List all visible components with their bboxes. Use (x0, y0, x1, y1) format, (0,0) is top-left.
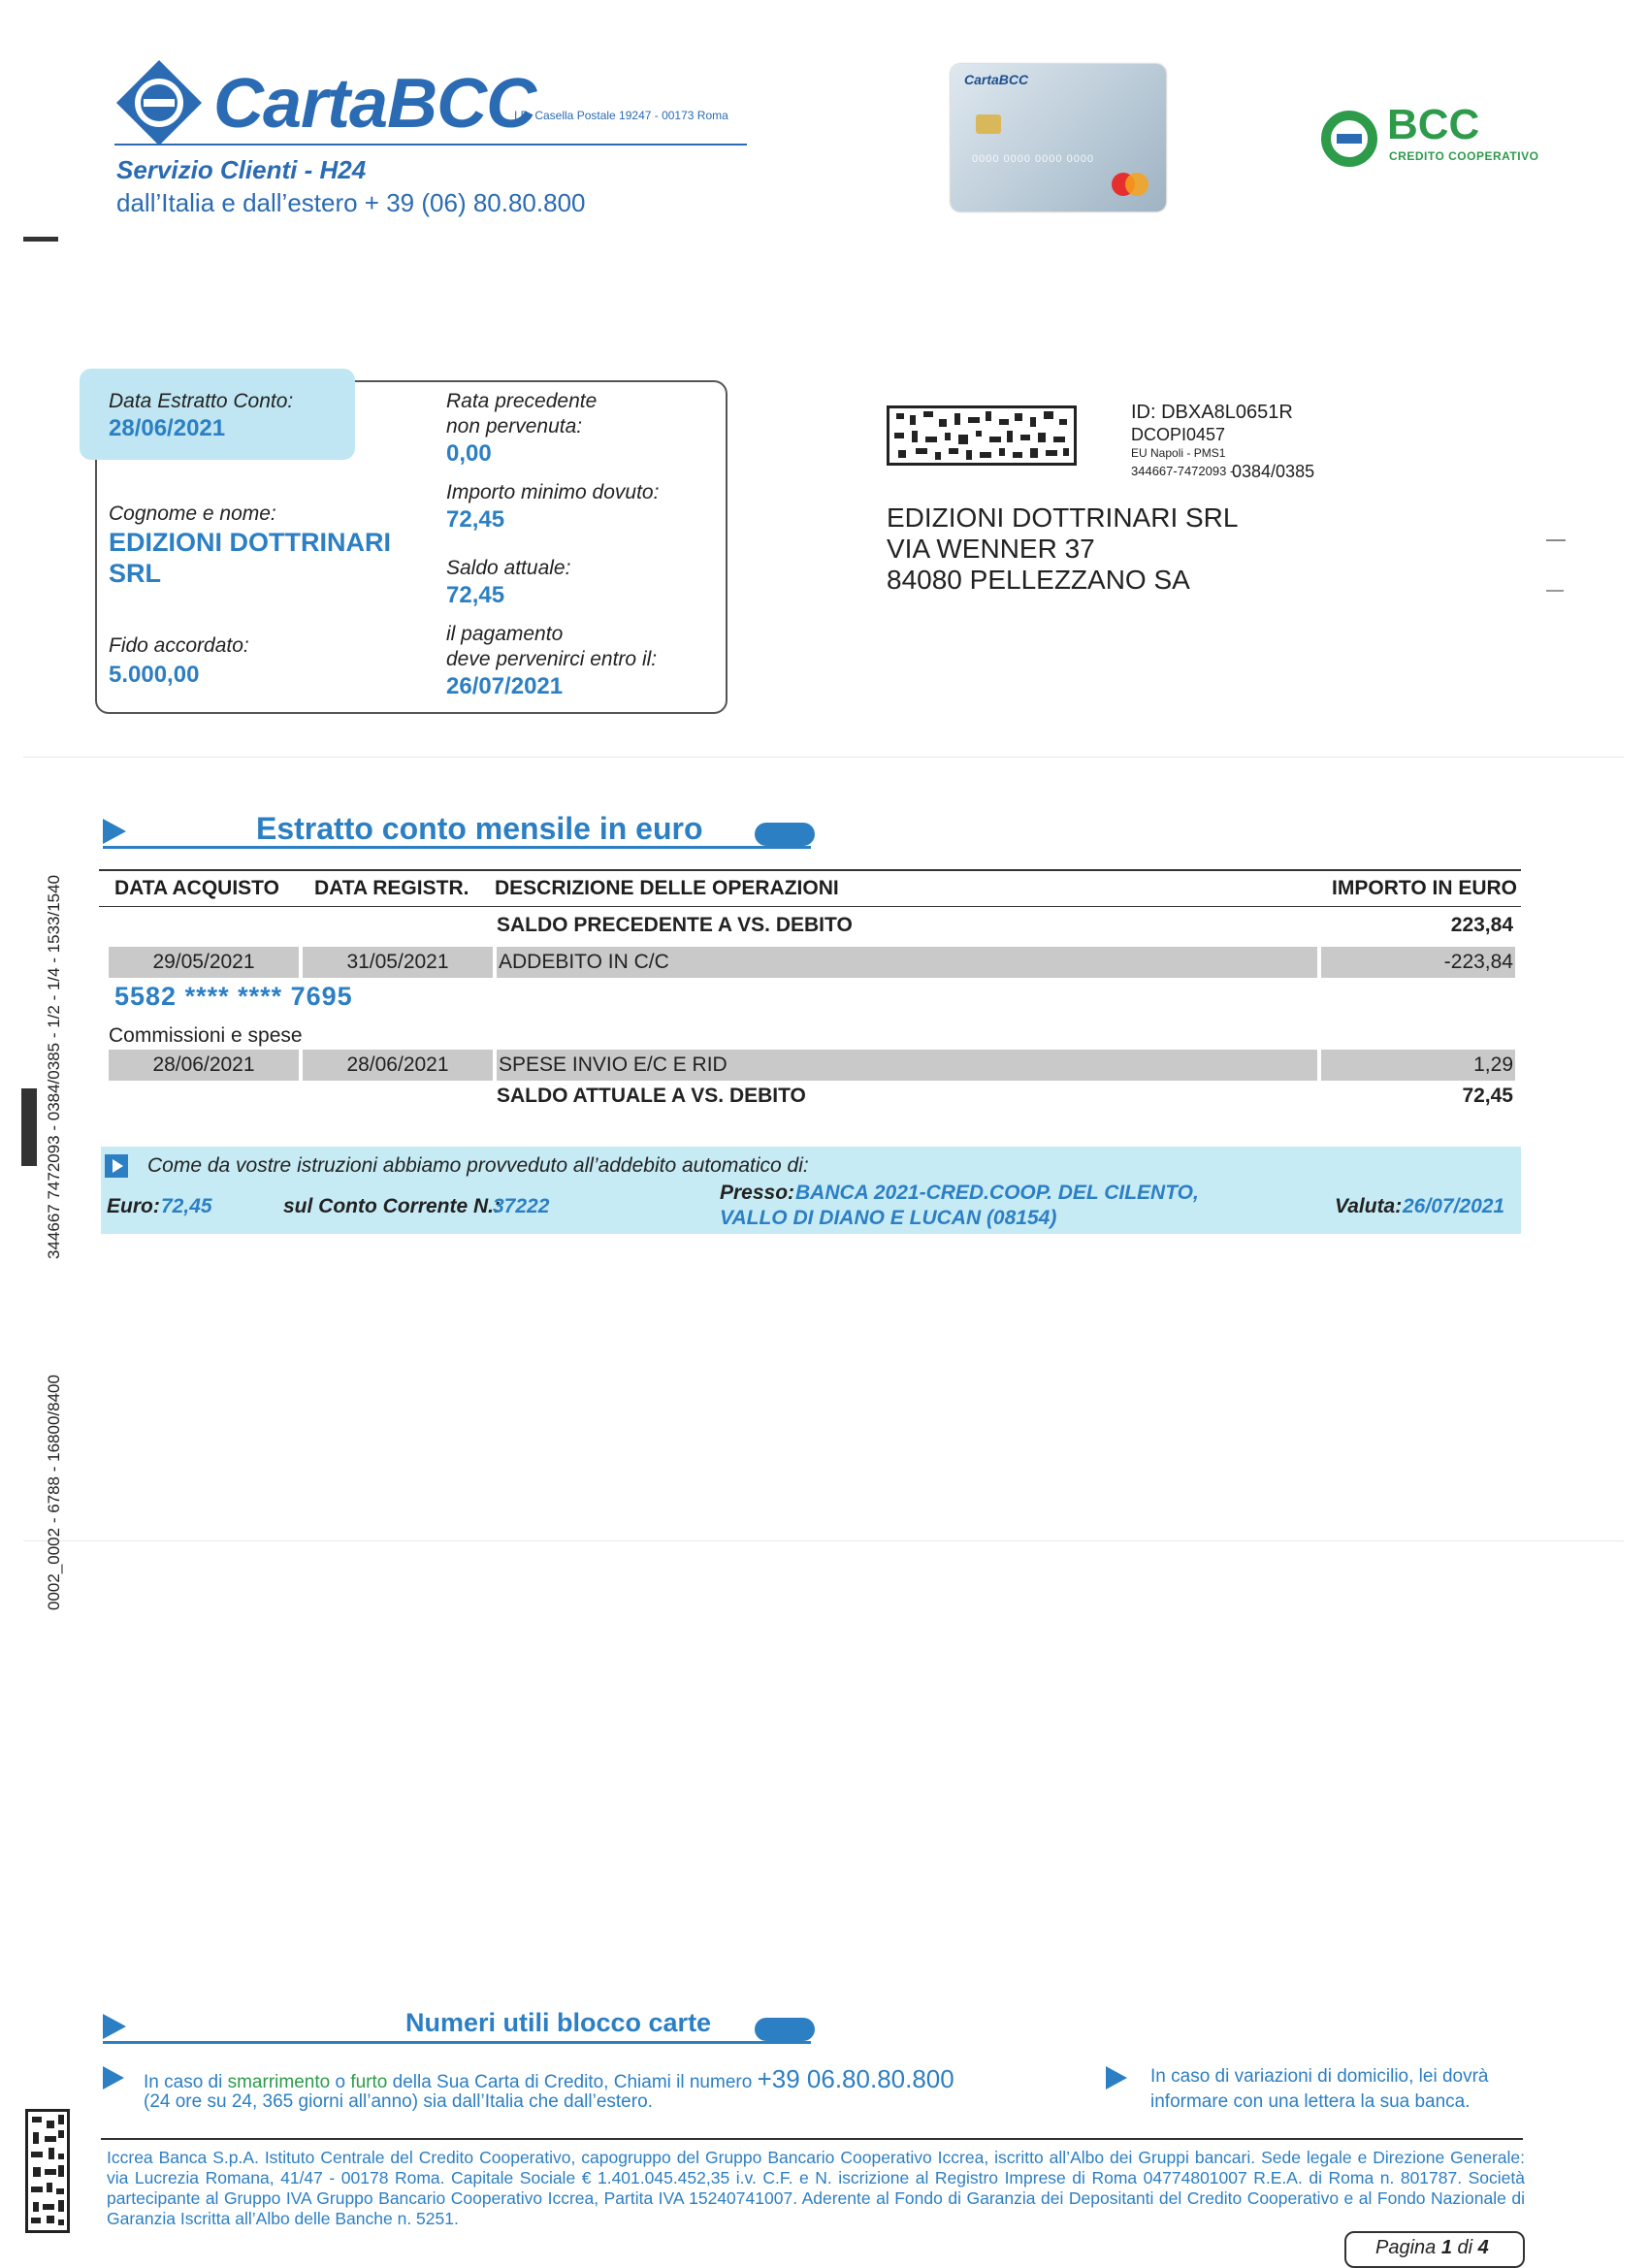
saldo-attuale-label: SALDO ATTUALE A VS. DEBITO (497, 1085, 806, 1107)
recipient-dcop: DCOPI0457 (1131, 425, 1226, 444)
euro-label: Euro: (107, 1195, 160, 1217)
play-triangle-icon (113, 1159, 123, 1173)
name-label: Cognome e nome: (109, 502, 276, 525)
mastercard-circle-icon (1125, 173, 1148, 196)
numeri-utili-title: Numeri utili blocco carte (405, 2008, 712, 2037)
service-title: Servizio Clienti - H24 (116, 155, 367, 184)
date-value: 28/06/2021 (109, 415, 226, 441)
fido-label: Fido accordato: (109, 634, 249, 657)
card-brand: CartaBCC (964, 72, 1029, 87)
presso-label: Presso: (720, 1182, 795, 1204)
row1-acquisto: 29/05/2021 (152, 951, 255, 973)
recipient-street: VIA WENNER 37 (887, 534, 1095, 564)
valuta-label: Valuta: (1335, 1195, 1403, 1217)
table-top-rule (99, 869, 1521, 871)
numeri-utili-rule (103, 2041, 811, 2044)
row1-descrizione: ADDEBITO IN C/C (499, 951, 669, 973)
fold-mark (23, 237, 58, 242)
domicilio-text: In caso di variazioni di domicilio, lei dovrà (1150, 2066, 1489, 2087)
saldo-precedente-label: SALDO PRECEDENTE A VS. DEBITO (497, 914, 853, 936)
table-header-rule (99, 906, 1521, 907)
fido-value: 5.000,00 (109, 662, 200, 688)
column-header-acquisto: DATA ACQUISTO (114, 877, 279, 899)
credit-card-image (951, 64, 1166, 211)
saldo-value: 72,45 (446, 582, 505, 608)
datamatrix-code-icon (887, 405, 1077, 466)
saldo-label: Saldo attuale: (446, 557, 571, 579)
column-header-registr: DATA REGISTR. (314, 877, 469, 899)
commissioni-label: Commissioni e spese (109, 1024, 303, 1047)
presso-value-2: VALLO DI DIANO E LUCAN (08154) (720, 1207, 1057, 1229)
column-header-importo: IMPORTO IN EURO (1332, 877, 1517, 899)
smarrimento-text: In caso di smarrimento o furto della Sua Carta di Credito, Chiami il numero +39 06.80.80.800 (144, 2064, 954, 2093)
statement-title: Estratto conto mensile in euro (256, 811, 703, 846)
euro-value: 72,45 (161, 1195, 212, 1217)
barcode-strip (21, 1088, 37, 1166)
statement-title-rule (103, 846, 811, 849)
recipient-city: 84080 PELLEZZANO SA (887, 565, 1190, 595)
row1-importo: -223,84 (1443, 951, 1513, 973)
minimo-value: 72,45 (446, 506, 505, 533)
section-arrow-icon (103, 819, 126, 844)
recipient-code: 344667-7472093 - (1131, 464, 1235, 478)
recipient-id: ID: DBXA8L0651R (1131, 402, 1293, 423)
section-pill-icon (755, 823, 815, 846)
card-chip-icon (976, 114, 1001, 134)
card-number: 5582 **** **** 7695 (114, 982, 353, 1011)
service-phone: dall’Italia e dall’estero + 39 (06) 80.80.800 (116, 188, 586, 217)
row2-registr: 28/06/2021 (346, 1053, 449, 1076)
fold-mark (1546, 539, 1566, 541)
brand-name: CartaBCC (213, 65, 536, 143)
arrow-right-icon (103, 2066, 124, 2090)
recipient-eu: EU Napoli - PMS1 (1131, 446, 1226, 460)
page-number: Pagina 1 di 4 (1375, 2237, 1489, 2258)
fold-line (23, 757, 1624, 758)
section-arrow-icon (103, 2014, 126, 2039)
section-pill-icon (755, 2018, 815, 2041)
cartabcc-logo-icon (114, 58, 204, 147)
bcc-logo-icon (1315, 105, 1383, 173)
pagamento-value: 26/07/2021 (446, 673, 564, 699)
side-reference-1: 344667 7472093 - 0384/0385 - 1/2 - 1/4 - 1533/1540 (45, 874, 63, 1259)
recipient-code-suffix: 0384/0385 (1232, 462, 1315, 481)
saldo-attuale-value: 72,45 (1462, 1085, 1513, 1107)
bcc-subtitle: CREDITO COOPERATIVO (1389, 149, 1539, 163)
rata-label: Rata precedente (446, 390, 598, 412)
pagamento-label: il pagamento (446, 623, 564, 645)
name-value-2: SRL (109, 559, 161, 588)
date-label: Data Estratto Conto: (109, 390, 294, 412)
presso-value: BANCA 2021-CRED.COOP. DEL CILENTO, (795, 1182, 1199, 1204)
header-divider (114, 144, 747, 146)
payment-intro: Come da vostre istruzioni abbiamo provveduto all’addebito automatico di: (147, 1154, 809, 1177)
pagamento-label-2: deve pervenirci entro il: (446, 648, 658, 670)
row2-acquisto: 28/06/2021 (152, 1053, 255, 1076)
conto-value: 37222 (493, 1195, 550, 1217)
name-value: EDIZIONI DOTTRINARI (109, 528, 391, 557)
recipient-name: EDIZIONI DOTTRINARI SRL (887, 502, 1239, 533)
legal-divider (101, 2138, 1523, 2140)
column-header-descrizione: DESCRIZIONE DELLE OPERAZIONI (495, 877, 839, 899)
conto-label: sul Conto Corrente N.: (283, 1195, 501, 1217)
domicilio-text-2: informare con una lettera la sua banca. (1150, 2091, 1471, 2112)
row2-importo: 1,29 (1473, 1053, 1513, 1076)
valuta-value: 26/07/2021 (1403, 1195, 1505, 1217)
brand-address: I.B. Casella Postale 19247 - 00173 Roma (514, 109, 728, 122)
fold-mark (1546, 590, 1564, 592)
side-reference-2: 0002_0002 - 6788 - 16800/8400 (45, 1375, 63, 1610)
date-highlight (80, 369, 355, 460)
rata-value: 0,00 (446, 440, 492, 467)
arrow-right-icon (1106, 2066, 1127, 2090)
row1-registr: 31/05/2021 (346, 951, 449, 973)
qr-code-icon (25, 2109, 70, 2233)
legal-text: Iccrea Banca S.p.A. Istituto Centrale del Credito Cooperativo, capogruppo del Gruppo Bancario Cooperativo Iccrea, iscritto all’Albo dei Gruppi bancari. Sede legale e Direzione Generale: via Lucrezia Romana, 41/47 - 00178 Roma. Capitale Sociale € 1.401.045.452,35 i.v. C.F. e N. iscrizione al Registro Imprese di Roma 04774801007 R.E.A. di Roma n. 801787. Società partecipante al Gruppo IVA Gruppo Bancario Cooperativo Iccrea, Partita IVA 15240741007. Aderente al Fondo di Garanzia dei Depositanti del Credito Cooperativo e al Fondo Nazionale di Garanzia Iscritta all’Albo delle Banche n. 5251. (107, 2148, 1525, 2228)
saldo-precedente-value: 223,84 (1450, 914, 1513, 936)
minimo-label: Importo minimo dovuto: (446, 481, 660, 503)
rata-label-2: non pervenuta: (446, 415, 583, 437)
row2-descrizione: SPESE INVIO E/C E RID (499, 1053, 728, 1076)
fold-line (23, 1540, 1624, 1541)
smarrimento-text-2: (24 ore su 24, 365 giorni all’anno) sia dall’Italia che dall’estero. (144, 2091, 653, 2112)
bcc-name: BCC (1387, 101, 1480, 148)
card-number-print: 0000 0000 0000 0000 (972, 153, 1095, 165)
